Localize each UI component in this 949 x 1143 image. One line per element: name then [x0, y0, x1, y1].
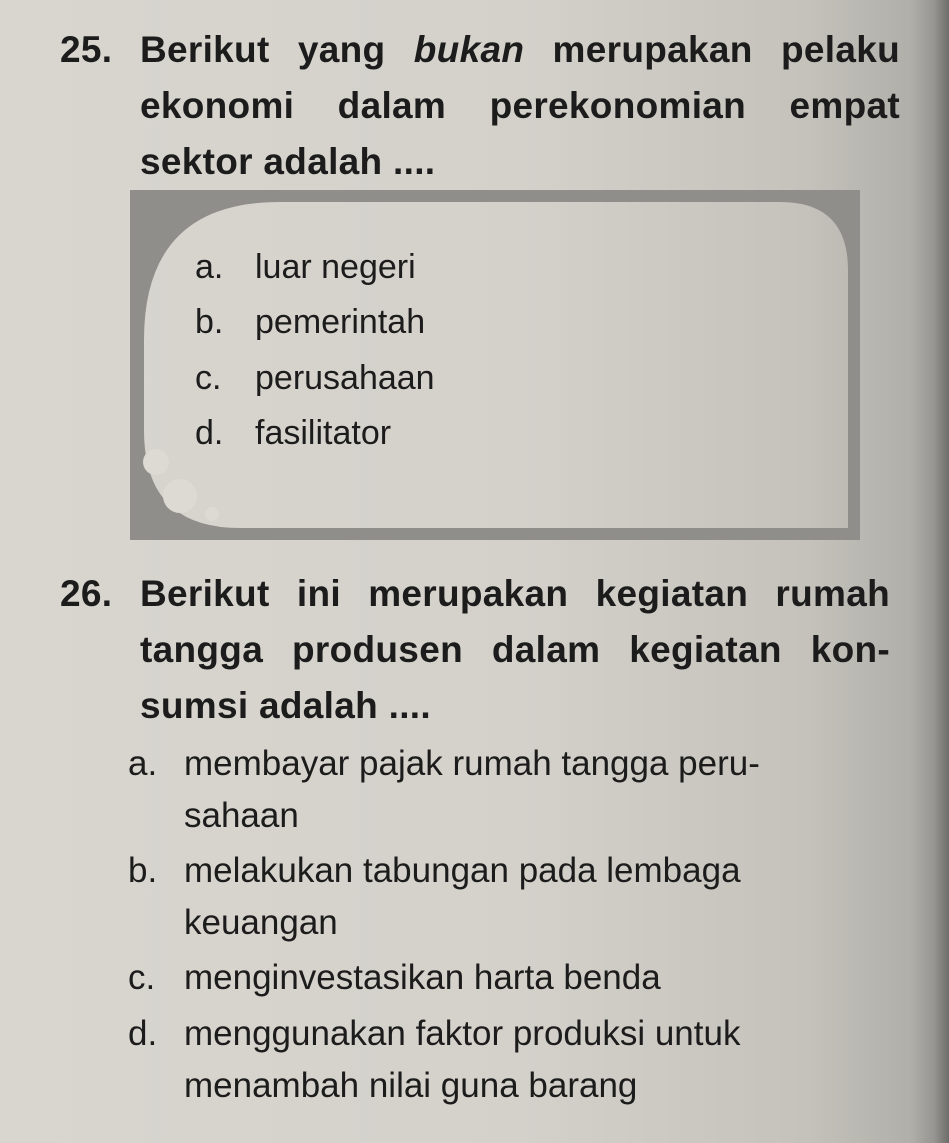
question-26-line-3: sumsi adalah ....	[140, 685, 431, 726]
question-25-line-1: 25. Berikut yang bukan merupakan pelaku	[60, 22, 900, 78]
question-26	[60, 566, 890, 734]
question-25-number: 25.	[60, 29, 113, 70]
question-25-option-c[interactable]: c. perusahaan	[195, 359, 435, 397]
question-25	[60, 22, 900, 190]
question-25-line-3: sektor adalah ....	[140, 141, 436, 182]
question-25-option-d[interactable]: d. fasilitator	[195, 414, 392, 452]
frame-dot-small	[205, 507, 219, 521]
question-26-option-a[interactable]: a. membayar pajak rumah tangga peru- sahaan	[128, 744, 760, 835]
question-26-option-c[interactable]: c. menginvestasikan harta benda	[128, 958, 661, 997]
question-25-line-2: ekonomi dalam perekonomian empat	[140, 85, 900, 126]
question-25-option-b[interactable]: b. pemerintah	[195, 303, 426, 341]
frame-dot-large	[143, 449, 169, 475]
question-26-option-d[interactable]: d. menggunakan faktor produksi untuk menambah nilai guna barang	[128, 1014, 741, 1105]
frame-dot-xlarge	[163, 479, 197, 513]
question-26-line-1: 26. Berikut ini merupakan kegiatan rumah	[60, 566, 890, 622]
emphasis-bukan: bukan	[413, 29, 525, 70]
question-26-number: 26.	[60, 573, 113, 614]
question-25-option-a[interactable]: a. luar negeri	[195, 248, 416, 286]
question-26-option-b[interactable]: b. melakukan tabungan pada lembaga keuangan	[128, 851, 741, 942]
question-26-line-2: tangga produsen dalam kegiatan kon-	[140, 629, 890, 670]
